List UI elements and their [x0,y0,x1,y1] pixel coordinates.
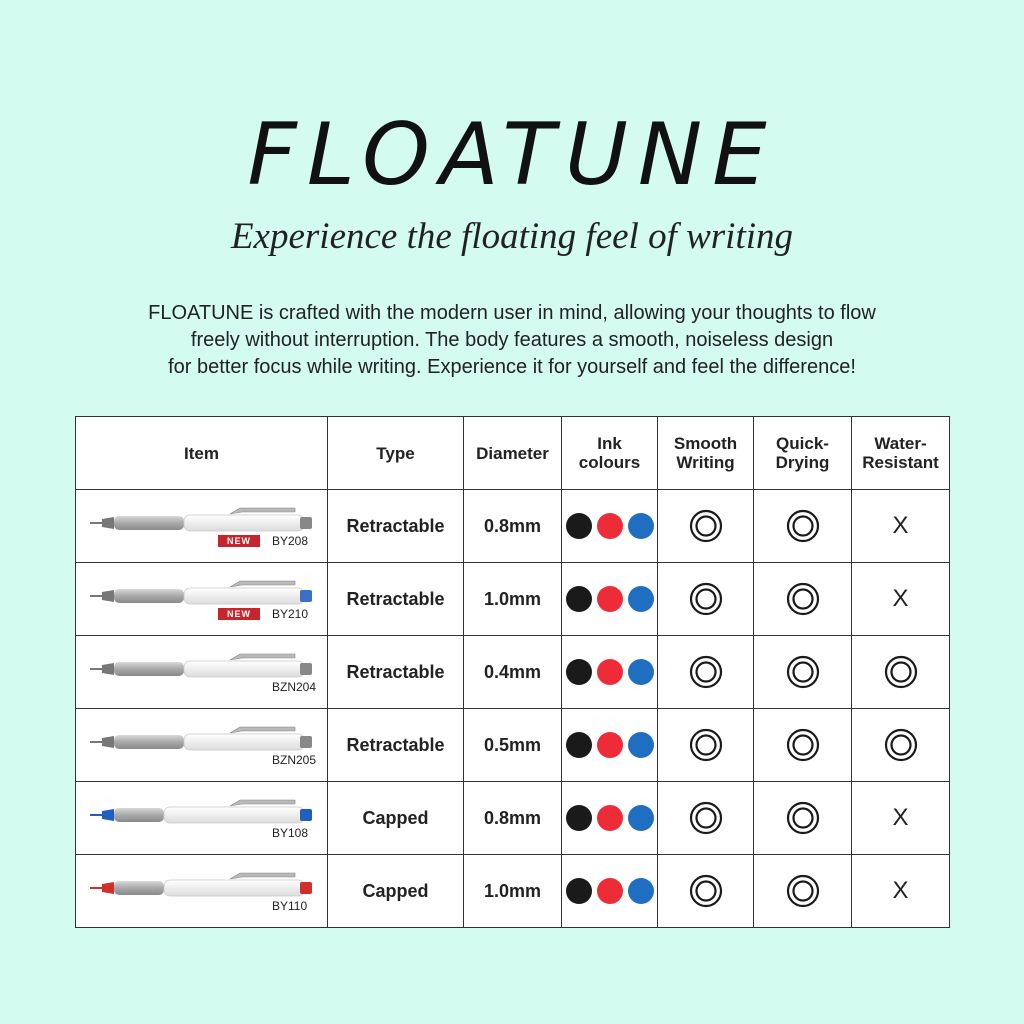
product-code: BY108 [272,826,309,840]
diameter-cell: 0.5mm [464,709,562,782]
table-row [76,855,950,928]
red-ink-dot [597,878,623,904]
quick-drying-cell [754,709,852,782]
water-resistant-cell [852,709,950,782]
table-row [76,490,950,563]
type-cell: Retractable [328,636,464,709]
double-circle-icon [689,661,723,681]
cross-mark: X [892,877,909,904]
header-item: Item [76,417,328,490]
blue-ink-dot [628,659,654,685]
water-resistant-cell [852,563,950,636]
black-ink-dot [566,513,592,539]
header-diameter: Diameter [464,417,562,490]
blue-ink-dot [628,805,654,831]
double-circle-icon [689,515,723,535]
black-ink-dot [566,586,592,612]
blue-ink-dot [628,586,654,612]
double-circle-icon [884,734,918,754]
table-header-row [76,417,950,490]
smooth-writing-cell [658,709,754,782]
red-ink-dot [597,586,623,612]
description-line: freely without interruption. The body features a smooth, noiseless design [190,329,834,351]
item-cell [76,636,328,709]
table-row [76,636,950,709]
double-circle-icon [689,588,723,608]
header-type: Type [328,417,464,490]
blue-ink-dot [628,878,654,904]
double-circle-icon [786,807,820,827]
smooth-writing-cell [658,782,754,855]
diameter-cell: 1.0mm [464,563,562,636]
spec-table [75,416,950,928]
water-resistant-cell [852,782,950,855]
cross-mark: X [892,804,909,831]
diameter-cell: 0.8mm [464,490,562,563]
water-resistant-cell [852,636,950,709]
smooth-writing-cell [658,636,754,709]
description-line: FLOATUNE is crafted with the modern user in mind, allowing your thoughts to flow [148,302,876,324]
cross-mark: X [892,585,909,612]
header-quick-drying: Quick- Drying [754,417,852,490]
header-water-resistant: Water- Resistant [852,417,950,490]
cross-mark: X [892,512,909,539]
double-circle-icon [786,588,820,608]
double-circle-icon [689,807,723,827]
ink-colours-cell [562,782,658,855]
new-badge: NEW [218,535,260,547]
quick-drying-cell [754,782,852,855]
blue-ink-dot [628,513,654,539]
item-cell [76,563,328,636]
item-cell [76,782,328,855]
double-circle-icon [884,661,918,681]
type-cell: Retractable [328,490,464,563]
double-circle-icon [786,515,820,535]
diameter-cell: 0.8mm [464,782,562,855]
ink-colours-cell [562,636,658,709]
quick-drying-cell [754,563,852,636]
product-code: BY208 [272,534,309,548]
double-circle-icon [786,661,820,681]
black-ink-dot [566,805,592,831]
red-ink-dot [597,805,623,831]
red-ink-dot [597,659,623,685]
water-resistant-cell [852,490,950,563]
quick-drying-cell [754,636,852,709]
double-circle-icon [786,880,820,900]
double-circle-icon [689,734,723,754]
red-ink-dot [597,732,623,758]
product-code: BZN205 [272,753,317,767]
brand-logo: FLOATUNE [247,105,777,205]
ink-colours-cell [562,490,658,563]
black-ink-dot [566,732,592,758]
table-row [76,782,950,855]
type-cell: Capped [328,782,464,855]
smooth-writing-cell [658,490,754,563]
table-row [76,563,950,636]
header-ink-colours: Ink colours [562,417,658,490]
type-cell: Capped [328,855,464,928]
double-circle-icon [689,880,723,900]
type-cell: Retractable [328,709,464,782]
table-row [76,709,950,782]
description [60,300,964,381]
double-circle-icon [786,734,820,754]
red-ink-dot [597,513,623,539]
diameter-cell: 1.0mm [464,855,562,928]
water-resistant-cell [852,855,950,928]
ink-colours-cell [562,563,658,636]
black-ink-dot [566,878,592,904]
header-smooth-writing: Smooth Writing [658,417,754,490]
quick-drying-cell [754,490,852,563]
quick-drying-cell [754,855,852,928]
smooth-writing-cell [658,563,754,636]
product-code: BY110 [272,899,308,913]
description-line: for better focus while writing. Experience it for yourself and feel the difference! [168,356,856,378]
black-ink-dot [566,659,592,685]
ink-colours-cell [562,709,658,782]
blue-ink-dot [628,732,654,758]
item-cell [76,855,328,928]
new-badge: NEW [218,608,260,620]
tagline: Experience the floating feel of writing [230,216,794,257]
type-cell: Retractable [328,563,464,636]
smooth-writing-cell [658,855,754,928]
product-code: BY210 [272,607,309,621]
diameter-cell: 0.4mm [464,636,562,709]
item-cell [76,709,328,782]
product-code: BZN204 [272,680,317,694]
ink-colours-cell [562,855,658,928]
item-cell [76,490,328,563]
